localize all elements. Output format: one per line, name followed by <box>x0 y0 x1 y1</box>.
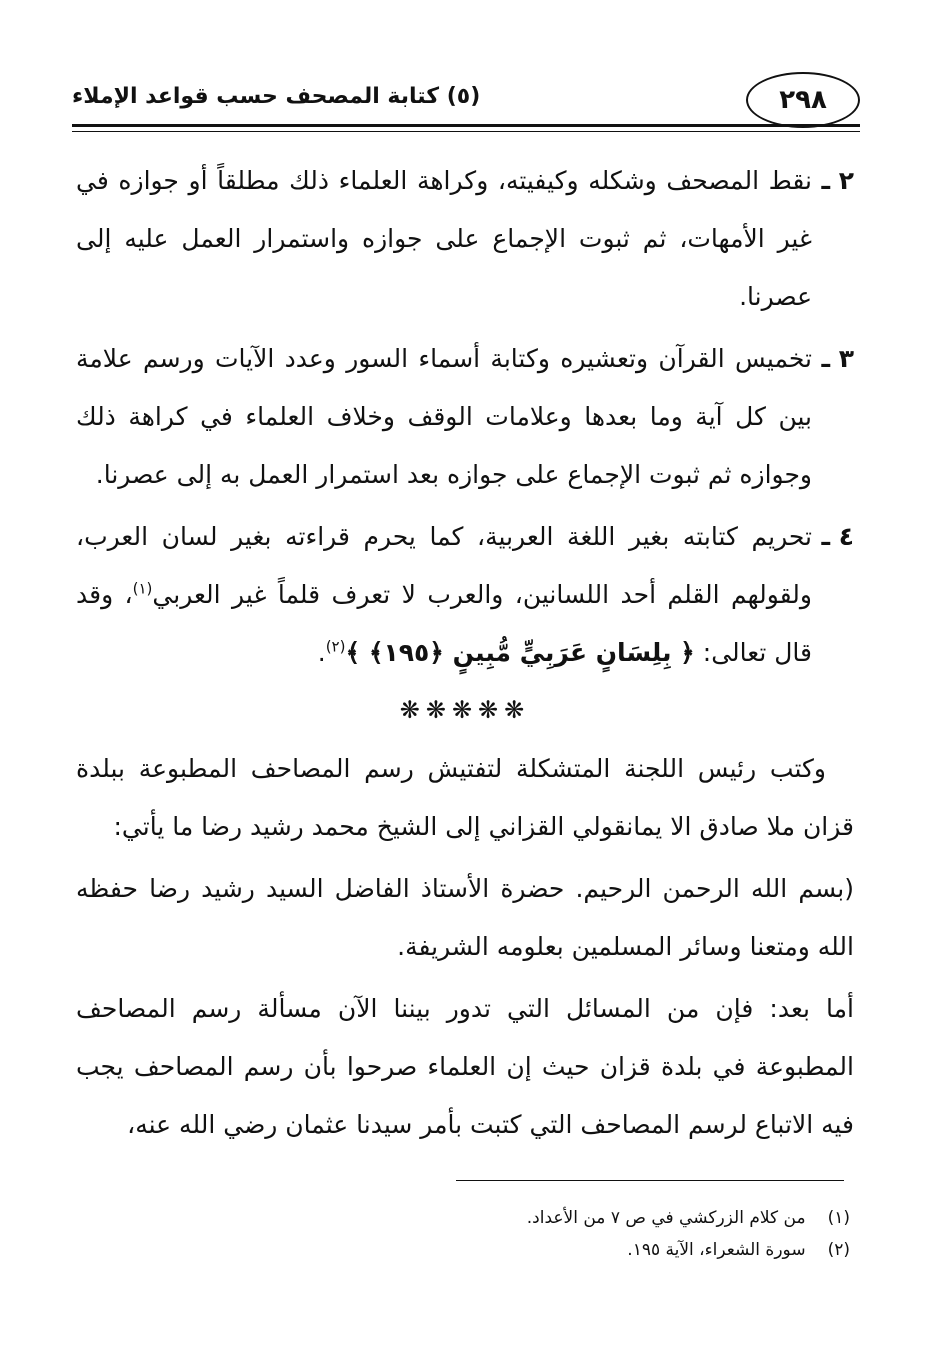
item-text-mid: ، وقد قال تعالى: <box>76 580 812 667</box>
item-number: ٣ ـ <box>821 344 854 373</box>
page-number: ٢٩٨ <box>746 72 860 128</box>
footnotes <box>300 1202 850 1266</box>
footnote-ref-1: (١) <box>132 579 153 598</box>
running-title: (٥) كتابة المصحف حسب قواعد الإملاء <box>72 84 481 109</box>
list-item-2 <box>76 152 854 326</box>
item-text: نقط المصحف وشكله وكيفيته، وكراهة العلماء ذلك مطلقاً أو جوازه في غير الأمهات، ثم ثبوت الإجماع على جوازه واستمرار العمل عليه إلى عصرنا. <box>76 166 812 311</box>
item-number: ٤ ـ <box>821 522 854 551</box>
footnote-1 <box>300 1202 850 1234</box>
quran-verse: ﴿ بِلِسَانٍ عَرَبِيٍّ مُّبِينٍ ﴿١٩٥﴾ ﴾ <box>345 638 695 667</box>
item-text: تحريم كتابته بغير اللغة العربية، كما يحرم قراءته بغير لسان العرب، ولقولهم القلم أحد اللسانين، والعرب لا تعرف قلماً غير العربي <box>76 522 812 609</box>
footnote-2 <box>300 1234 850 1266</box>
paragraph: أما بعد: فإن من المسائل التي تدور بيننا الآن مسألة رسم المصاحف المطبوعة في بلدة قزان حيث إن العلماء صرحوا بأن رسم المصاحف يجب فيه الاتباع لرسم المصاحف التي كتبت بأمر سيدنا عثمان رضي الله عنه، <box>76 994 854 1139</box>
page-header <box>72 72 860 128</box>
main-text <box>76 152 854 1158</box>
header-rule-thin <box>72 131 860 132</box>
footnote-text: سورة الشعراء، الآية ١٩٥. <box>627 1240 806 1260</box>
section-separator: ❋❋❋❋❋ <box>399 696 531 724</box>
item-number: ٢ ـ <box>821 166 854 195</box>
footnote-text: من كلام الزركشي في ص ٧ من الأعداد. <box>526 1208 806 1228</box>
item-text-end: . <box>317 638 326 667</box>
paragraph: (بسم الله الرحمن الرحيم. حضرة الأستاذ الفاضل السيد رشيد رضا حفظه الله ومتعنا وسائر المسلمين بعلومه الشريفة. <box>76 874 854 961</box>
footnote-rule <box>456 1180 844 1181</box>
paragraph: وكتب رئيس اللجنة المتشكلة لتفتيش رسم المصاحف المطبوعة ببلدة قزان ملا صادق الا يمانقولي القزاني إلى الشيخ محمد رشيد رضا ما يأتي: <box>76 754 854 841</box>
item-text: تخميس القرآن وتعشيره وكتابة أسماء السور وعدد الآيات ورسم علامة بين كل آية وما بعدها وعلامات الوقف وخلاف العلماء في كراهة ذلك وجوازه ثم ثبوت الإجماع على جوازه بعد استمرار العمل به إلى عصرنا. <box>76 344 812 489</box>
header-rule-thick <box>72 124 860 127</box>
footnote-mark: (٢) <box>827 1240 850 1260</box>
footnote-ref-2: (٢) <box>325 637 346 656</box>
footnote-mark: (١) <box>827 1208 850 1228</box>
list-item-3 <box>76 330 854 504</box>
list-item-4 <box>76 508 854 682</box>
